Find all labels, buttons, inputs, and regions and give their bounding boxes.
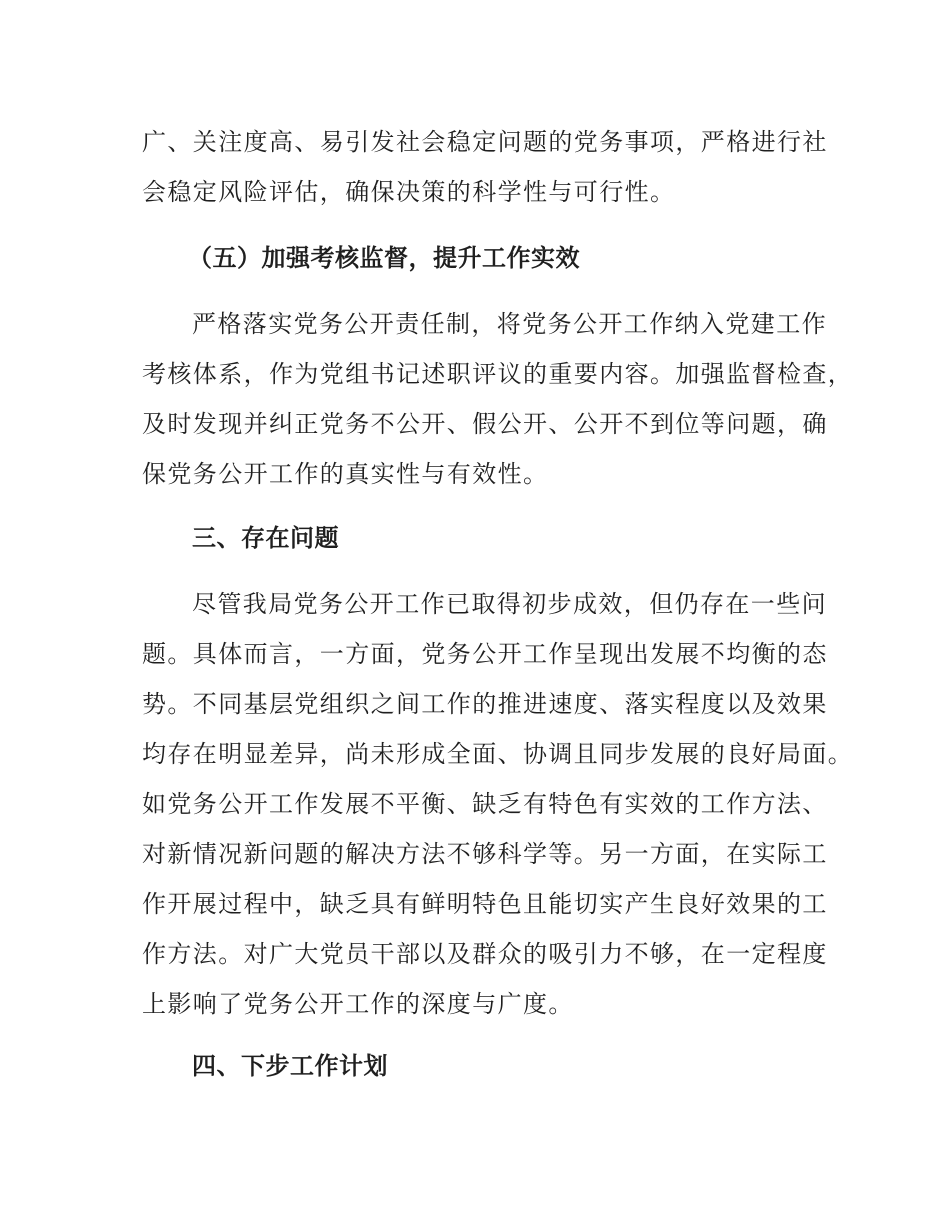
paragraph-line: 严格落实党务公开责任制，将党务公开工作纳入党建工作 (192, 310, 827, 338)
paragraph-line: 作方法。对广大党员干部以及群众的吸引力不够，在一定程度 (142, 940, 828, 968)
paragraph-line: 势。不同基层党组织之间工作的推进速度、落实程度以及效果 (142, 690, 828, 718)
paragraph-line: 会稳定风险评估，确保决策的科学性与可行性。 (142, 178, 676, 206)
paragraph-line: 对新情况新问题的解决方法不够科学等。另一方面，在实际工 (142, 840, 828, 868)
paragraph-line: 上影响了党务公开工作的深度与广度。 (142, 990, 574, 1018)
paragraph-line: 均存在明显差异，尚未形成全面、协调且同步发展的良好局面。 (142, 740, 854, 768)
paragraph-line: 作开展过程中，缺乏具有鲜明特色且能切实产生良好效果的工 (142, 890, 828, 918)
paragraph-line: 如党务公开工作发展不平衡、缺乏有特色有实效的工作方法、 (142, 790, 828, 818)
part-heading-4: 四、下步工作计划 (192, 1052, 388, 1080)
paragraph-line: 及时发现并纠正党务不公开、假公开、公开不到位等问题，确 (142, 410, 828, 438)
paragraph-line: 保党务公开工作的真实性与有效性。 (142, 460, 549, 488)
section-heading-5: （五）加强考核监督，提升工作实效 (188, 244, 580, 272)
paragraph-line: 尽管我局党务公开工作已取得初步成效，但仍存在一些问 (192, 590, 827, 618)
part-heading-3: 三、存在问题 (192, 524, 339, 552)
paragraph-line: 题。具体而言，一方面，党务公开工作呈现出发展不均衡的态 (142, 640, 828, 668)
paragraph-line: 考核体系，作为党组书记述职评议的重要内容。加强监督检查， (142, 360, 854, 388)
paragraph-line: 广、关注度高、易引发社会稳定问题的党务事项，严格进行社 (142, 128, 828, 156)
